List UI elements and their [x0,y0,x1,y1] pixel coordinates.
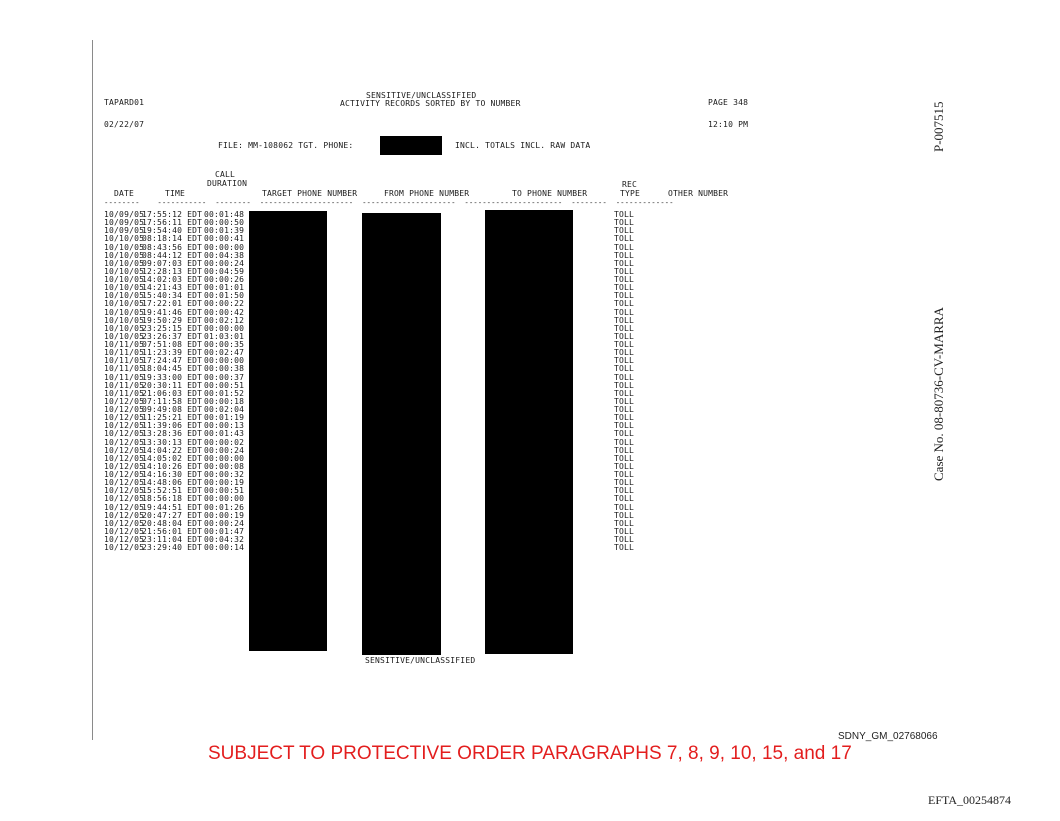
sdny-id: SDNY_GM_02768066 [838,731,938,742]
record-type: TOLL [614,429,635,439]
protective-order-notice: SUBJECT TO PROTECTIVE ORDER PARAGRAPHS 7, 8, 9, 10, 15, and 17 [208,743,852,764]
record-time: 23:26:37 EDT [142,331,203,341]
record-duration: 00:00:08 [204,461,245,471]
record-time: 12:28:13 EDT [142,266,203,276]
record-duration: 00:00:51 [204,486,245,496]
record-duration: 01:03:01 [204,331,245,341]
record-date: 10/10/05 [104,266,145,276]
record-date: 10/12/05 [104,470,145,479]
record-date: 10/10/05 [104,275,145,284]
record-duration: 00:00:35 [204,340,245,349]
record-type: TOLL [614,291,635,301]
record-type: TOLL [614,250,635,260]
record-type: TOLL [614,437,635,447]
record-duration: 00:01:26 [204,502,245,512]
record-date: 10/10/05 [104,315,145,325]
record-date: 10/09/05 [104,226,145,236]
record-date: 10/12/05 [104,494,145,504]
record-date: 10/12/05 [104,421,145,431]
report-title: ACTIVITY RECORDS SORTED BY TO NUMBER [340,99,521,108]
record-duration: 00:00:50 [204,218,245,228]
record-type: TOLL [614,348,635,358]
record-type: TOLL [614,405,635,414]
record-duration: 00:01:52 [204,388,245,398]
record-type: TOLL [614,226,635,236]
report-date: 02/22/07 [104,120,145,129]
record-duration: 00:04:32 [204,535,245,544]
record-date: 10/12/05 [104,518,145,528]
record-type: TOLL [614,453,635,463]
record-date: 10/12/05 [104,453,145,463]
record-type: TOLL [614,364,635,374]
record-type: TOLL [614,461,635,471]
rec-type-column [614,211,654,552]
record-time: 14:16:30 EDT [142,470,203,479]
record-date: 10/12/05 [104,405,145,414]
redacted-target-phone [380,136,442,155]
record-type: TOLL [614,518,635,528]
record-time: 13:28:36 EDT [142,429,203,439]
record-time: 18:56:18 EDT [142,494,203,504]
record-duration: 00:00:00 [204,242,245,252]
record-duration: 00:01:47 [204,526,245,536]
record-date: 10/12/05 [104,502,145,512]
record-duration: 00:01:48 [204,210,245,219]
record-type: TOLL [614,307,635,317]
record-type: TOLL [614,413,635,423]
record-time: 17:22:01 EDT [142,299,203,309]
record-time: 17:24:47 EDT [142,356,203,366]
record-time: 23:25:15 EDT [142,323,203,333]
record-type: TOLL [614,543,635,553]
record-type: TOLL [614,388,635,398]
col-to-phone: TO PHONE NUMBER [512,189,588,198]
record-time: 07:11:58 EDT [142,396,203,406]
record-duration: 00:00:38 [204,364,245,374]
record-duration: 00:01:01 [204,283,245,293]
page-number: PAGE 348 [708,98,749,107]
record-date: 10/10/05 [104,242,145,252]
col-from-phone: FROM PHONE NUMBER [384,189,470,198]
record-date: 10/10/05 [104,234,145,244]
bates-stamp-top: P-007515 [931,101,946,152]
record-type: TOLL [614,331,635,341]
record-time: 08:18:14 EDT [142,234,203,244]
record-type: TOLL [614,275,635,284]
col-other-number: OTHER NUMBER [668,189,729,198]
record-date: 10/10/05 [104,250,145,260]
record-time: 20:30:11 EDT [142,380,203,390]
record-time: 14:10:26 EDT [142,461,203,471]
record-duration: 00:00:37 [204,372,245,382]
record-type: TOLL [614,494,635,504]
record-time: 23:11:04 EDT [142,535,203,544]
record-duration: 00:02:12 [204,315,245,325]
record-time: 08:43:56 EDT [142,242,203,252]
record-time: 13:30:13 EDT [142,437,203,447]
record-time: 09:07:03 EDT [142,258,203,268]
record-type: TOLL [614,340,635,349]
record-type: TOLL [614,210,635,219]
records-table [104,211,252,552]
column-underline: -------- ----------- -------- --------------------- --------------------- ---------------------- -------- ------------- [104,198,674,207]
record-type: TOLL [614,242,635,252]
record-time: 11:23:39 EDT [142,348,203,358]
record-date: 10/12/05 [104,526,145,536]
record-type: TOLL [614,396,635,406]
record-type: TOLL [614,502,635,512]
record-date: 10/12/05 [104,535,145,544]
col-duration-line1: CALL [215,170,236,179]
record-time: 18:04:45 EDT [142,364,203,374]
record-duration: 00:02:47 [204,348,245,358]
record-date: 10/12/05 [104,396,145,406]
record-duration: 00:01:39 [204,226,245,236]
record-time: 21:06:03 EDT [142,388,203,398]
report-id: TAPARD01 [104,98,145,107]
record-type: TOLL [614,266,635,276]
record-date: 10/12/05 [104,510,145,520]
record-duration: 00:00:42 [204,307,245,317]
record-date: 10/10/05 [104,283,145,293]
case-number-stamp: Case No. 08-80736-CV-MARRA [931,307,946,481]
record-time: 07:51:08 EDT [142,340,203,349]
redacted-to-column [485,210,573,654]
record-date: 10/11/05 [104,348,145,358]
record-duration: 00:00:22 [204,299,245,309]
record-date: 10/10/05 [104,323,145,333]
record-time: 20:47:27 EDT [142,510,203,520]
col-duration-line2: DURATION [207,179,248,188]
record-duration: 00:04:59 [204,266,245,276]
record-type: TOLL [614,445,635,455]
record-duration: 00:00:51 [204,380,245,390]
file-line-suffix: INCL. TOTALS INCL. RAW DATA [455,141,591,150]
record-date: 10/10/05 [104,331,145,341]
record-time: 11:39:06 EDT [142,421,203,431]
record-time: 19:50:29 EDT [142,315,203,325]
col-date: DATE [114,189,135,198]
record-date: 10/11/05 [104,364,145,374]
record-time: 14:04:22 EDT [142,445,203,455]
record-time: 09:49:08 EDT [142,405,203,414]
record-type: TOLL [614,486,635,496]
record-time: 15:52:51 EDT [142,486,203,496]
record-duration: 00:00:00 [204,453,245,463]
record-type: TOLL [614,234,635,244]
record-duration: 00:00:24 [204,518,245,528]
record-time: 19:41:46 EDT [142,307,203,317]
record-date: 10/11/05 [104,340,145,349]
record-duration: 00:00:19 [204,510,245,520]
record-type: TOLL [614,218,635,228]
record-date: 10/12/05 [104,413,145,423]
record-duration: 00:01:50 [204,291,245,301]
record-date: 10/12/05 [104,429,145,439]
record-type: TOLL [614,526,635,536]
record-type: TOLL [614,421,635,431]
record-time: 17:56:11 EDT [142,218,203,228]
record-duration: 00:00:41 [204,234,245,244]
report-time: 12:10 PM [708,120,749,129]
record-duration: 00:02:04 [204,405,245,414]
record-type: TOLL [614,356,635,366]
col-target-phone: TARGET PHONE NUMBER [262,189,358,198]
record-date: 10/10/05 [104,299,145,309]
record-type: TOLL [614,535,635,544]
record-time: 19:33:00 EDT [142,372,203,382]
record-time: 19:54:40 EDT [142,226,203,236]
record-duration: 00:01:19 [204,413,245,423]
col-rectype-line1: REC [622,180,638,189]
record-date: 10/10/05 [104,307,145,317]
record-type: TOLL [614,299,635,309]
col-time: TIME [165,189,186,198]
record-type: TOLL [614,323,635,333]
record-date: 10/09/05 [104,218,145,228]
record-duration: 00:01:43 [204,429,245,439]
record-duration: 00:00:13 [204,421,245,431]
efta-id: EFTA_00254874 [928,793,1012,807]
record-time: 17:55:12 EDT [142,210,203,219]
record-type: TOLL [614,470,635,479]
record-time: 08:44:12 EDT [142,250,203,260]
record-date: 10/12/05 [104,461,145,471]
redacted-from-column [362,213,441,655]
record-time: 14:02:03 EDT [142,275,203,284]
record-time: 21:56:01 EDT [142,526,203,536]
classification-bottom: SENSITIVE/UNCLASSIFIED [365,656,476,665]
record-duration: 00:00:14 [204,543,245,553]
record-date: 10/11/05 [104,388,145,398]
classification-top: SENSITIVE/UNCLASSIFIED [366,91,477,100]
record-duration: 00:00:32 [204,470,245,479]
record-type: TOLL [614,258,635,268]
record-time: 11:25:21 EDT [142,413,203,423]
record-type: TOLL [614,372,635,382]
record-date: 10/12/05 [104,543,145,553]
record-date: 10/11/05 [104,380,145,390]
page-scan-edge [92,40,93,740]
record-time: 20:48:04 EDT [142,518,203,528]
record-date: 10/11/05 [104,372,145,382]
record-duration: 00:00:24 [204,445,245,455]
record-duration: 00:00:00 [204,494,245,504]
record-type: TOLL [614,380,635,390]
record-date: 10/09/05 [104,210,145,219]
record-time: 14:48:06 EDT [142,478,203,488]
record-type: TOLL [614,510,635,520]
record-date: 10/12/05 [104,486,145,496]
record-duration: 00:04:38 [204,250,245,260]
record-duration: 00:00:02 [204,437,245,447]
file-line-prefix: FILE: MM-108062 TGT. PHONE: [218,141,354,150]
redacted-target-column [249,211,327,651]
record-type: TOLL [614,283,635,293]
record-duration: 00:00:18 [204,396,245,406]
col-rectype-line2: TYPE [620,189,641,198]
record-date: 10/10/05 [104,258,145,268]
record-duration: 00:00:00 [204,323,245,333]
record-time: 14:21:43 EDT [142,283,203,293]
record-duration: 00:00:24 [204,258,245,268]
record-date: 10/12/05 [104,437,145,447]
record-type: TOLL [614,478,635,488]
record-date: 10/11/05 [104,356,145,366]
record-duration: 00:00:00 [204,356,245,366]
record-row [104,544,252,552]
record-date: 10/10/05 [104,291,145,301]
record-time: 14:05:02 EDT [142,453,203,463]
record-duration: 00:00:19 [204,478,245,488]
record-time: 23:29:40 EDT [142,543,203,553]
record-duration: 00:00:26 [204,275,245,284]
record-date: 10/12/05 [104,478,145,488]
record-time: 15:40:34 EDT [142,291,203,301]
record-time: 19:44:51 EDT [142,502,203,512]
record-date: 10/12/05 [104,445,145,455]
record-type: TOLL [614,315,635,325]
